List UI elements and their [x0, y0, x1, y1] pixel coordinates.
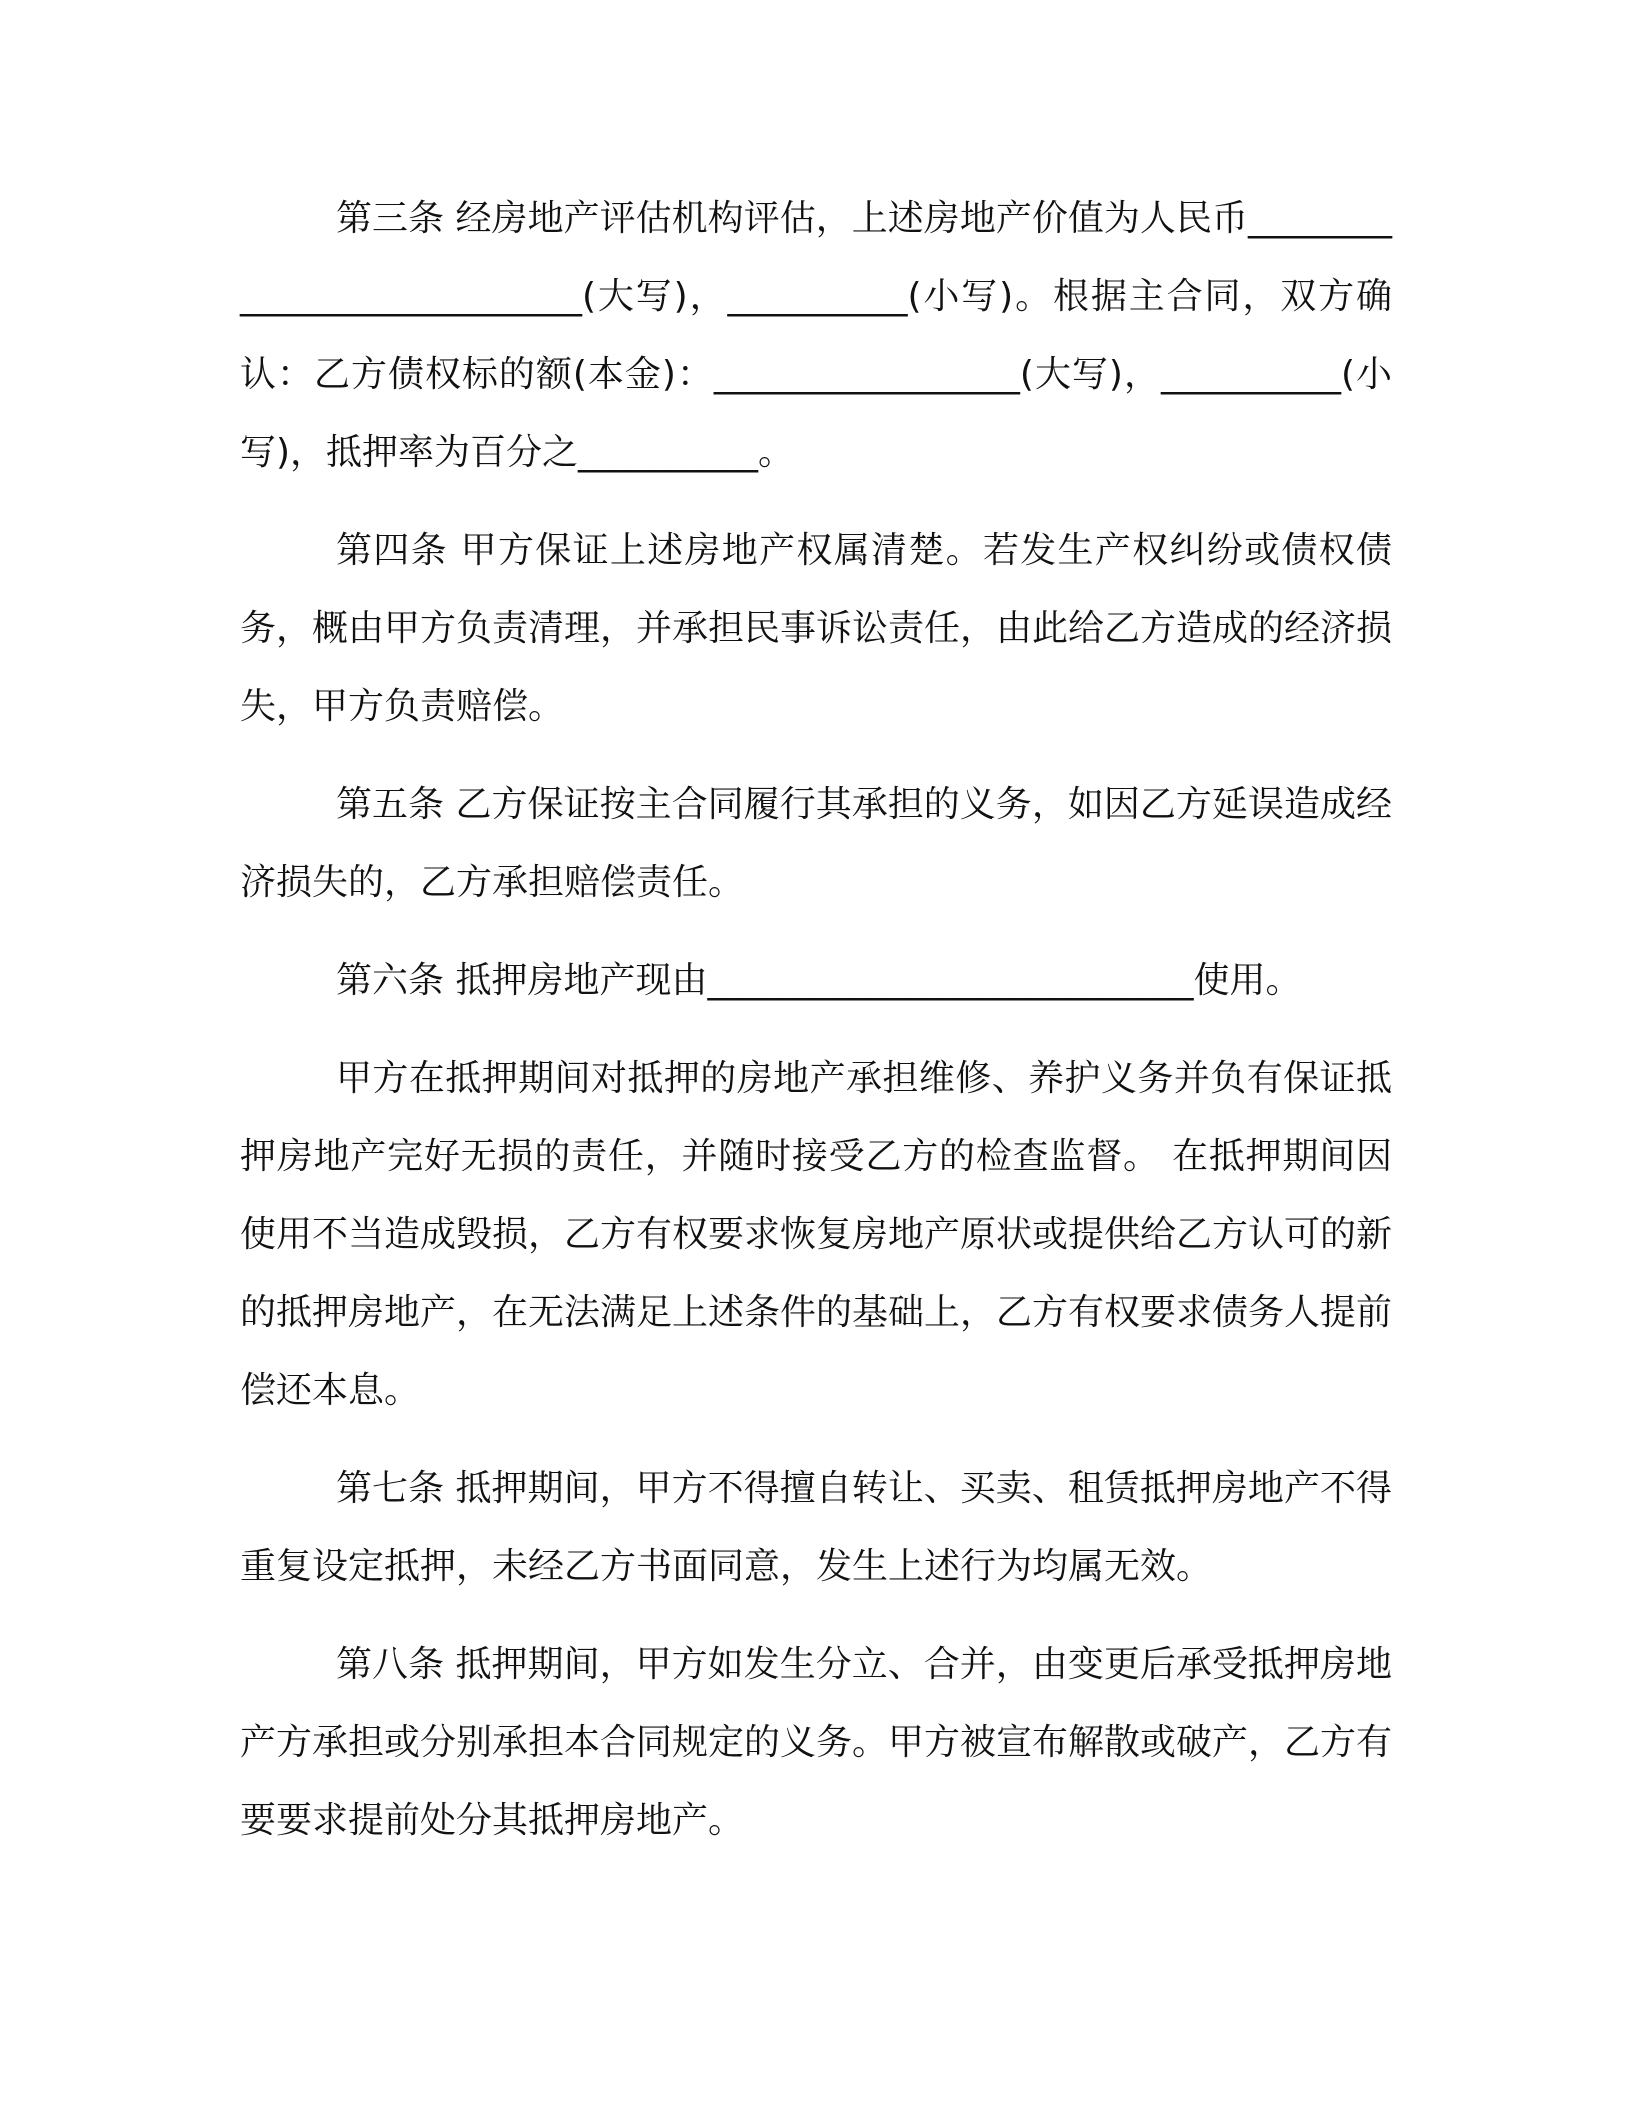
article-5-paragraph: 第五条 乙方保证按主合同履行其承担的义务，如因乙方延误造成经济损失的，乙方承担赔偿责任。: [240, 784, 1392, 903]
article-3-paragraph: 第三条 经房地产评估机构评估，上述房地产价值为人民币___________________________(大写)，__________(小写)。根据主合同，双方确认：乙方债权标的额(本金)：_________________(大写)，__________(小写)，抵押率为百分之__________。: [240, 198, 1392, 473]
article-8-paragraph: 第八条 抵押期间，甲方如发生分立、合并，由变更后承受抵押房地产方承担或分别承担本合同规定的义务。甲方被宣布解散或破产，乙方有要要求提前处分其抵押房地产。: [240, 1644, 1393, 1841]
article-6-continued-paragraph: 甲方在抵押期间对抵押的房地产承担维修、养护义务并负有保证抵押房地产完好无损的责任，并随时接受乙方的检查监督。 在抵押期间因使用不当造成毁损，乙方有权要求恢复房地产原状或提供给乙方认可的新的抵押房地产，在无法满足上述条件的基础上，乙方有权要求债务人提前偿还本息。: [240, 1058, 1393, 1411]
article-6-paragraph: 第六条 抵押房地产现由___________________________使用。: [336, 960, 1302, 1001]
article-7-paragraph: 第七条 抵押期间，甲方不得擅自转让、买卖、租赁抵押房地产不得重复设定抵押，未经乙方书面同意，发生上述行为均属无效。: [240, 1468, 1392, 1587]
article-4-paragraph: 第四条 甲方保证上述房地产权属清楚。若发生产权纠纷或债权债务，概由甲方负责清理，并承担民事诉讼责任，由此给乙方造成的经济损失，甲方负责赔偿。: [240, 530, 1393, 727]
document-body: [240, 180, 1392, 1880]
